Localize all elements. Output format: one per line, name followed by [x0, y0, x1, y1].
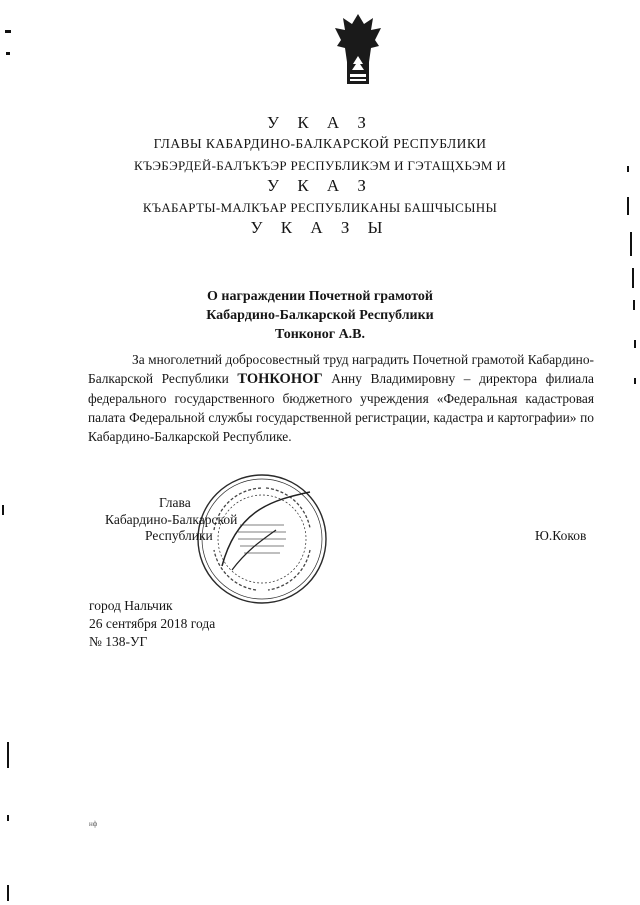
official-seal-stamp	[192, 470, 332, 608]
header-line-2: КЪЭБЭРДЕЙ-БАЛЪКЪЭР РЕСПУБЛИКЭМ И ГЭТАЩХЬЭМ И	[133, 158, 507, 173]
subject-line-1: О награждении Почетной грамотой	[207, 289, 433, 304]
issue-city: город Нальчик	[89, 598, 173, 613]
decree-subject	[0, 287, 640, 344]
decree-title-3: У К А З Ы	[250, 218, 390, 237]
margin-note: нф	[89, 820, 98, 828]
scan-mark	[6, 52, 10, 55]
scan-mark	[7, 815, 9, 821]
signature-title-line-1: Глава	[159, 495, 191, 510]
scan-mark	[5, 30, 11, 33]
scan-mark	[632, 268, 634, 288]
body-text-after: Анну Владимировну – директора филиала федерального государственного бюджетного учреждения «Федеральная кадастровая палата Федеральной службы государственной регистрации, кадастра и картографии» по Кабардино-Балкарской Республике.	[88, 371, 594, 444]
scan-mark	[7, 885, 9, 901]
scan-mark	[634, 340, 636, 348]
header-line-1: ГЛАВЫ КАБАРДИНО-БАЛКАРСКОЙ РЕСПУБЛИКИ	[153, 136, 487, 151]
scan-mark	[627, 197, 629, 215]
coat-of-arms-emblem	[333, 12, 383, 92]
body-text-before: За многолетний добросовестный труд наградить Почетной грамотой Кабардино-Балкарской Республики	[88, 352, 594, 386]
decree-number: № 138-УГ	[89, 634, 148, 649]
header-line-3: КЪАБАРТЫ-МАЛКЪАР РЕСПУБЛИКАНЫ БАШЧЫСЫНЫ	[142, 200, 498, 215]
signatory-name: Ю.Коков	[535, 528, 587, 543]
signature-title-line-3: Республики	[145, 528, 213, 543]
decree-title-1: У К А З	[267, 113, 373, 132]
subject-line-3: Тонконог А.В.	[274, 327, 366, 342]
scan-mark	[630, 232, 632, 256]
signature-title-line-2: Кабардино-Балкарской	[105, 512, 238, 527]
decree-body	[88, 350, 594, 446]
decree-title-2: У К А З	[267, 176, 373, 195]
subject-line-2: Кабардино-Балкарской Республики	[206, 308, 434, 323]
body-paragraph	[88, 350, 594, 446]
issue-date: 26 сентября 2018 года	[89, 616, 216, 631]
scan-mark	[627, 166, 629, 172]
awardee-surname: ТОНКОНОГ	[237, 371, 323, 387]
scan-mark	[2, 505, 4, 515]
document-footer	[89, 597, 215, 651]
scan-mark	[633, 300, 635, 310]
scan-mark	[634, 378, 636, 384]
scan-mark	[7, 742, 9, 768]
